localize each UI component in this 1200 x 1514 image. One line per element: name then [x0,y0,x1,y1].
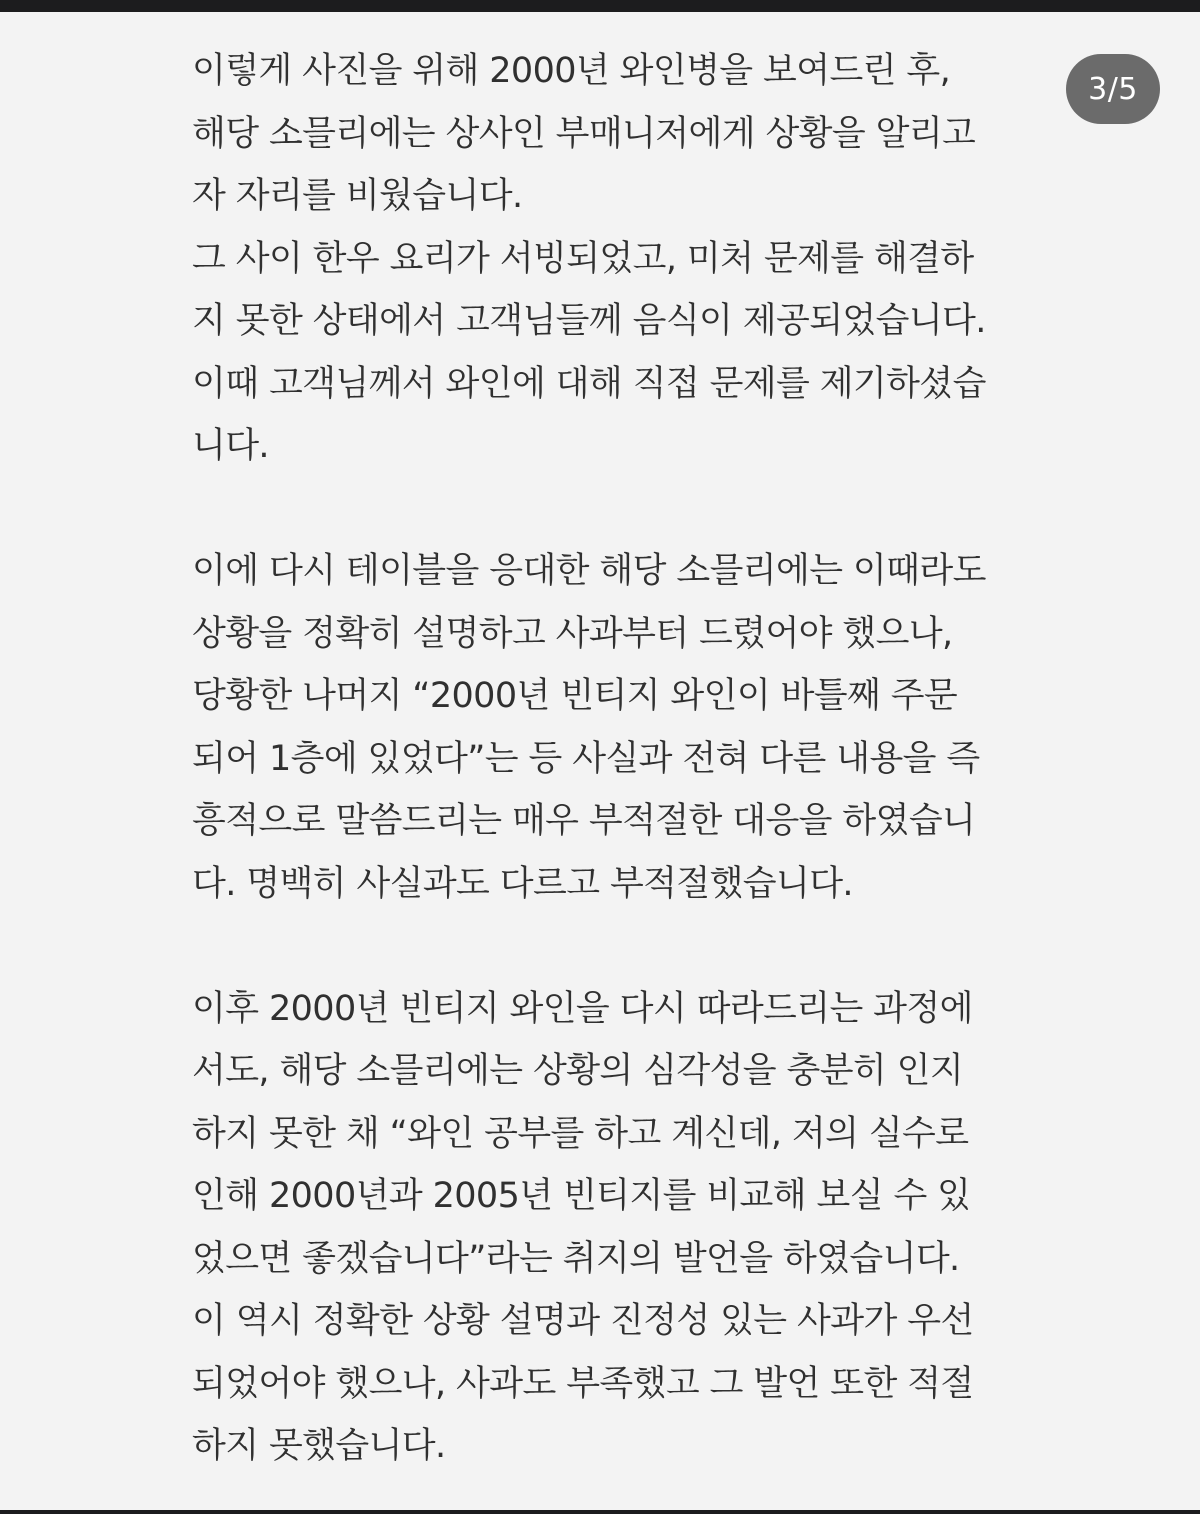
text-line: 해당 소믈리에는 상사인 부매니저에게 상황을 알리고 [192,113,976,154]
page-indicator-badge: 3/5 [1066,54,1160,124]
text-line: 상황을 정확히 설명하고 사과부터 드렸어야 했으나, [192,613,953,654]
text-line: 니다. [192,426,269,466]
text-line: 었으면 좋겠습니다”라는 취지의 발언을 하였습니다. [192,1238,960,1279]
text-line: 흥적으로 말씀드리는 매우 부적절한 대응을 하였습니 [192,801,976,841]
paragraph-1 [192,40,1052,478]
text-line: 당황한 나머지 “2000년 빈티지 와인이 바틀째 주문 [192,676,958,716]
text-line: 지 못한 상태에서 고객님들께 음식이 제공되었습니다. [192,301,986,341]
bottom-edge-bar [0,1510,1200,1514]
text-line: 이때 고객님께서 와인에 대해 직접 문제를 제기하셨습 [192,363,986,404]
text-line: 되었어야 했으나, 사과도 부족했고 그 발언 또한 적절 [192,1363,974,1404]
text-line: 자 자리를 비웠습니다. [192,176,523,216]
text-line: 이에 다시 테이블을 응대한 해당 소믈리에는 이때라도 [192,551,986,591]
paragraph-3 [192,978,1052,1478]
text-line: 하지 못했습니다. [192,1426,446,1466]
paragraph-gap [192,478,1052,541]
article-body [192,40,1052,1478]
paragraph-gap [192,915,1052,978]
text-line: 하지 못한 채 “와인 공부를 하고 계신데, 저의 실수로 [192,1113,969,1154]
text-line: 되어 1층에 있었다”는 등 사실과 전혀 다른 내용을 즉 [192,738,980,779]
text-line: 이렇게 사진을 위해 2000년 와인병을 보여드린 후, [192,51,951,91]
text-line: 서도, 해당 소믈리에는 상황의 심각성을 충분히 인지 [192,1051,964,1091]
paragraph-2 [192,540,1052,915]
top-status-bar [0,0,1200,12]
text-line: 이 역시 정확한 상황 설명과 진정성 있는 사과가 우선 [192,1301,974,1341]
text-line: 그 사이 한우 요리가 서빙되었고, 미처 문제를 해결하 [192,238,974,279]
text-line: 이후 2000년 빈티지 와인을 다시 따라드리는 과정에 [192,988,973,1029]
text-line: 인해 2000년과 2005년 빈티지를 비교해 보실 수 있 [192,1176,971,1216]
text-line: 다. 명백히 사실과도 다르고 부적절했습니다. [192,863,853,904]
